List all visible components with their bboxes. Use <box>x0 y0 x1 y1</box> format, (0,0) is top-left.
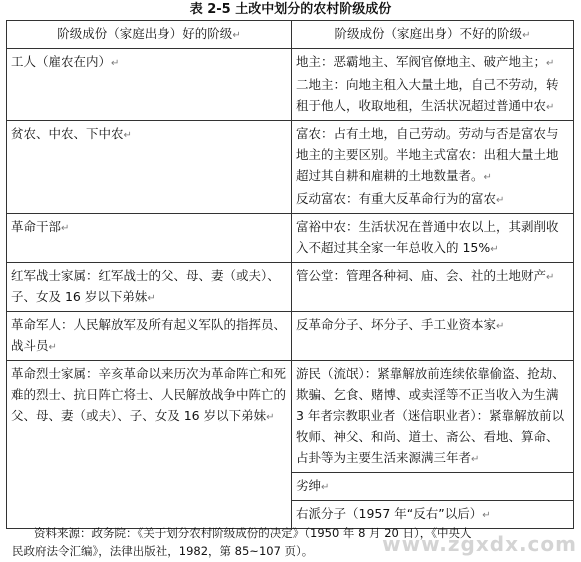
paragraph-mark: ↵ <box>123 130 132 141</box>
bad-cell <box>292 473 574 501</box>
good-cell <box>7 214 292 263</box>
header-bad-label: 阶级成份（家庭出身）不好的阶级 <box>334 26 523 41</box>
cell-text: 革命军人：人民解放军及所有起义军队的指挥员、战斗员 <box>11 317 287 353</box>
good-cell <box>7 263 292 312</box>
paragraph-mark: ↵ <box>546 272 555 283</box>
table-row <box>7 121 574 214</box>
cell-para <box>11 363 287 428</box>
paragraph-mark: ↵ <box>61 223 70 234</box>
source-text: 资料来源：政务院：《关于划分农村阶级成份的决定》（1950 年 8 月 20 日），《中央人 <box>34 526 472 540</box>
bad-cell <box>292 49 574 121</box>
paragraph-mark: ↵ <box>147 293 156 304</box>
cell-para <box>296 503 569 526</box>
cell-text: 地主：恶霸地主、军阀官僚地主、破产地主； <box>296 54 547 69</box>
paragraph-mark: ↵ <box>111 58 120 69</box>
cell-text: 贫农、中农、下中农 <box>11 126 124 141</box>
cell-para <box>11 51 287 74</box>
bad-cell <box>292 121 574 214</box>
cell-text: 游民（流氓）：紧靠解放前连续依靠偷盗、抢劫、欺骗、乞食、赌博、或卖淫等不正当收入为生满 3 年者宗教职业者（迷信职业者）：紧靠解放前以牧师、神父、和尚、道士、斋公、看地、算命、占卦等为主要生活来源满三年者 <box>296 366 565 465</box>
paragraph-mark: ↵ <box>522 30 531 41</box>
cell-text: 工人（雇农在内） <box>11 54 112 69</box>
table-row <box>7 312 574 361</box>
watermark: www.zgxdx.com <box>382 532 577 556</box>
cell-text: 反革命分子、坏分子、手工业资本家 <box>296 317 497 332</box>
cell-text: 红军战士家属：红军战士的父、母、妻（或夫）、子、女及 16 岁以下弟妹 <box>11 268 280 304</box>
paragraph-mark: ↵ <box>232 30 241 41</box>
cell-text: 富裕中农：生活状况在普通中农以上，其剥削收入不超过其全家一年总收入的 15% <box>296 219 559 255</box>
paragraph-mark: ↵ <box>546 58 555 69</box>
cell-text: 二地主：向地主租入大量土地，自己不劳动，转租于他人，收取地租，生活状况超过普通中农 <box>296 77 559 113</box>
cell-para <box>296 265 569 288</box>
header-bad-classes <box>292 21 574 49</box>
paragraph-mark: ↵ <box>321 482 330 493</box>
cell-text: 管公堂：管理各种祠、庙、会、社的土地财产 <box>296 268 547 283</box>
cell-para <box>11 314 287 358</box>
cell-para <box>296 314 569 337</box>
good-cell <box>7 121 292 214</box>
cell-text: 反动富农：有重大反革命行为的富农 <box>296 191 497 206</box>
paragraph-mark: ↵ <box>496 321 505 332</box>
good-cell <box>7 312 292 361</box>
cell-text: 劣绅 <box>296 478 322 493</box>
cell-text: 富农：占有土地，自己劳动。劳动与否是富农与地主的主要区别。半地主式富农：出租大量土地超过其自耕和雇耕的土地数量者。 <box>296 126 559 183</box>
class-status-table <box>6 20 574 529</box>
cell-text: 革命烈士家属：辛亥革命以来历次为革命阵亡和死难的烈士、抗日阵亡将士、人民解放战争中阵亡的父、母、妻（或夫）、子、女及 16 岁以下弟妹 <box>11 366 287 423</box>
header-good-label: 阶级成份（家庭出身）好的阶级 <box>57 26 233 41</box>
cell-para <box>296 475 569 498</box>
table-row <box>7 49 574 121</box>
cell-para <box>296 216 569 260</box>
paragraph-mark: ↵ <box>471 454 480 465</box>
table-title: 表 2-5 土改中划分的农村阶级成份 <box>189 2 392 17</box>
table-row <box>7 214 574 263</box>
good-cell <box>7 361 292 529</box>
bad-cell <box>292 312 574 361</box>
table-row <box>7 263 574 312</box>
bad-cell <box>292 214 574 263</box>
cell-para <box>11 265 287 309</box>
cell-para <box>296 51 569 74</box>
source-text: 民政府法令汇编》，法律出版社，1982，第 85~107 页）。 <box>12 544 314 558</box>
cell-text: 革命干部 <box>11 219 62 234</box>
cell-para <box>296 363 569 470</box>
paragraph-mark: ↵ <box>483 172 492 183</box>
paragraph-mark: ↵ <box>546 102 555 113</box>
paragraph-mark: ↵ <box>266 412 275 423</box>
cell-para <box>296 188 569 211</box>
paragraph-mark: ↵ <box>48 342 57 353</box>
good-cell <box>7 49 292 121</box>
cell-para <box>11 123 287 146</box>
paragraph-mark: ↵ <box>482 510 491 521</box>
table-row <box>7 361 574 473</box>
bad-cell <box>292 263 574 312</box>
cell-para <box>296 123 569 188</box>
paragraph-mark: ↵ <box>496 195 505 206</box>
header-good-classes <box>7 21 292 49</box>
cell-text: 右派分子（1957 年“反右”以后） <box>296 506 483 521</box>
table-header-row <box>7 21 574 49</box>
bad-cell <box>292 361 574 473</box>
cell-para <box>11 216 287 239</box>
cell-para <box>296 74 569 118</box>
paragraph-mark: ↵ <box>490 244 499 255</box>
